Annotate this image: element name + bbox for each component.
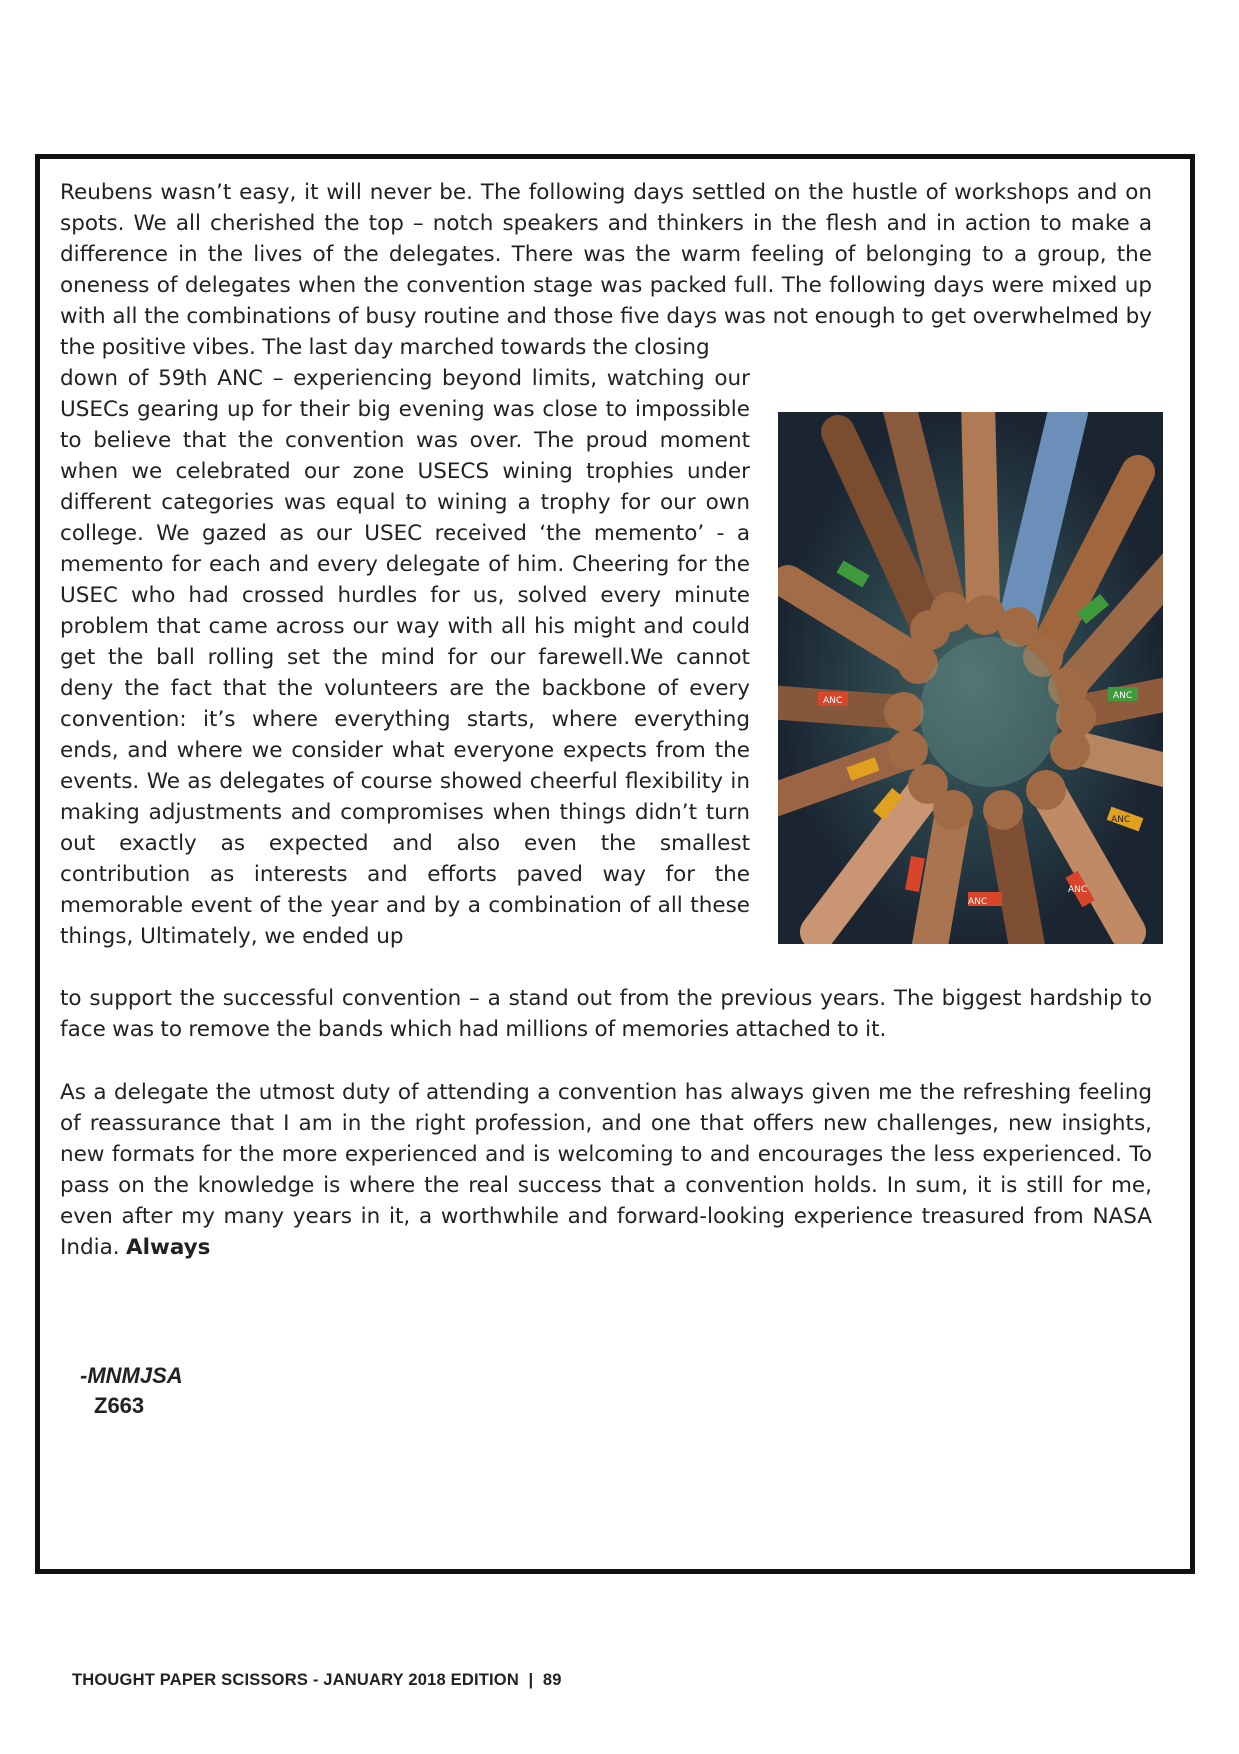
hands-circle-photo xyxy=(778,412,1163,944)
after-photo-text: to support the successful convention – a stand out from the previous years. The biggest hardship to face was to remove the bands which had millions of memories attached to it. xyxy=(60,986,1152,1042)
author-name: -MNMJSA xyxy=(80,1363,183,1388)
wristband-label: ANC xyxy=(1113,691,1133,701)
photo-illustration xyxy=(778,412,1163,944)
wristband-label: ANC xyxy=(1068,885,1088,895)
beside-photo-text: down of 59th ANC – experiencing beyond limits, watching our USECs gearing up for their big evening was close to impossible to believe that the convention was over. The proud moment when we celebrated our zone USECS wining trophies under different categories was equal to wining a trophy for our own college. We gazed as our USEC received ‘the memento’ - a memento for each and every delegate of him. Cheering for the USEC who had crossed hurdles for us, solved every minute problem that came across our way with all his might and could get the ball rolling set the mind for our farewell.We cannot deny the fact that the volunteers are the backbone of every convention: it’s where everything starts, where everything ends, and where we consider what everyone expects from the events. We as delegates of course showed cheerful flexibility in making adjustments and compromises when things didn’t turn out exactly as expected and also even the smallest contribution as interests and efforts paved way for the memorable event of the year and by a combination of all these things, Ultimately, we ended up xyxy=(60,366,750,949)
author-code: Z663 xyxy=(94,1393,145,1418)
wristband-label: ANC xyxy=(968,897,988,907)
closing-bold-word: Always xyxy=(125,1235,211,1260)
wristband-label: ANC xyxy=(1111,815,1131,825)
article-after-photo-paragraph xyxy=(60,983,1152,1045)
article-closing-paragraph xyxy=(60,1077,1152,1263)
intro-text: Reubens wasn’t easy, it will never be. The following days settled on the hustle of workshops and on spots. We all cherished the top – notch speakers and thinkers in the flesh and in action to make a difference in the lives of the delegates. There was the warm feeling of belonging to a group, the oneness of delegates when the convention stage was packed full. The following days were mixed up with all the combinations of busy routine and those five days was not enough to get overwhelmed by the positive vibes. The last day marched towards the closing xyxy=(60,180,1152,360)
article-text-beside-photo xyxy=(60,363,750,952)
author-signature xyxy=(80,1361,183,1421)
closing-text: As a delegate the utmost duty of attending a convention has always given me the refreshing feeling of reassurance that I am in the right profession, and one that offers new challenges, new insights, new formats for the more experienced and is welcoming to and encourages the less experienced. To pass on the knowledge is where the real success that a convention holds. In sum, it is still for me, even after my many years in it, a worthwhile and forward-looking experience treasured from NASA India. xyxy=(60,1080,1152,1260)
article-intro-paragraph xyxy=(60,177,1152,363)
page-footer: THOUGHT PAPER SCISSORS - JANUARY 2018 EDITION | 89 xyxy=(72,1671,562,1689)
wristband-label: ANC xyxy=(823,696,843,706)
